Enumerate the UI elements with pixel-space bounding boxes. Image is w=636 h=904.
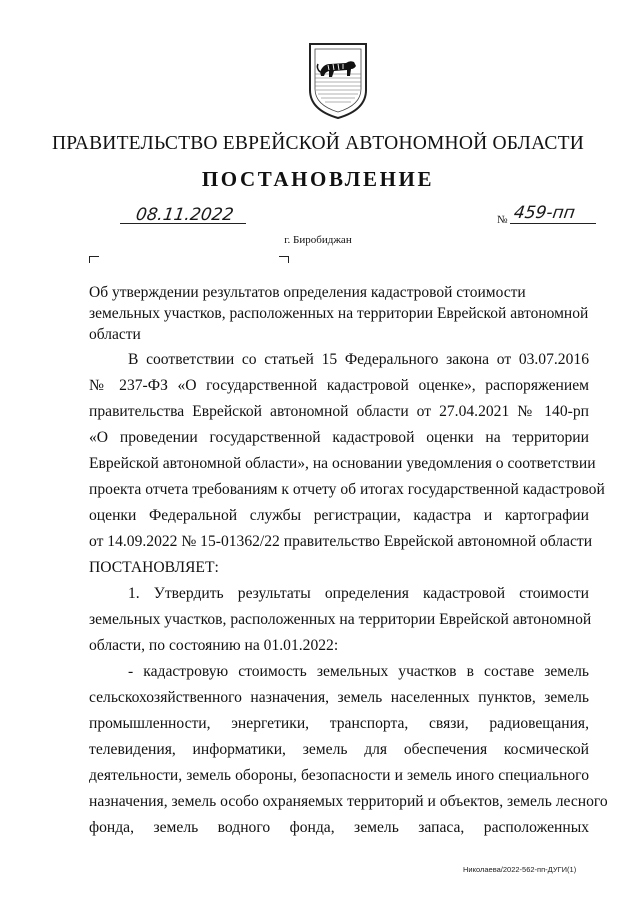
body-line: от 14.09.2022 № 15-01362/22 правительство Еврейской автономной области: [89, 533, 593, 550]
number-sign: №: [497, 214, 508, 226]
body-line: деятельности, земель обороны, безопасности и земель иного специального: [89, 767, 589, 784]
body-line: земельных участков, расположенных на территории Еврейской автономной: [89, 611, 592, 628]
body-line: назначения, земель особо охраняемых территорий и объектов, земель лесного: [89, 793, 608, 810]
body-line: фонда, земель водного фонда, земель запаса, расположенных: [89, 819, 589, 836]
body-line: - кадастровую стоимость земельных участков в составе земель: [128, 663, 589, 680]
body-line: телевидения, информатики, земель для обеспечения космической: [89, 741, 589, 758]
body-line: Еврейской автономной области», на основании уведомления о соответствии: [89, 455, 596, 472]
footer-reference: Николаева/2022-562-пп-ДУГИ(1): [463, 865, 577, 874]
coat-of-arms-emblem: [298, 40, 378, 120]
body-line: оценки Федеральной службы регистрации, кадастра и картографии: [89, 507, 589, 524]
document-date: 08.11.2022: [134, 205, 235, 225]
number-underline: [510, 223, 596, 224]
body-line: области, по состоянию на 01.01.2022:: [89, 637, 339, 654]
body-line: В соответствии со статьей 15 Федерального закона от 03.07.2016: [128, 351, 589, 368]
left-corner-mark: [89, 256, 99, 263]
document-type: ПОСТАНОВЛЕНИЕ: [201, 167, 435, 191]
body-line: проекта отчета требованиям к отчету об итогах государственной кадастровой: [89, 481, 605, 498]
body-line: промышленности, энергетики, транспорта, связи, радиовещания,: [89, 715, 589, 732]
body-line: ПОСТАНОВЛЯЕТ:: [89, 559, 219, 576]
body-line: «О проведении государственной кадастровой оценки на территории: [89, 429, 589, 446]
right-corner-mark: [279, 256, 289, 263]
city-name: г. Биробиджан: [284, 234, 352, 246]
organization-title: ПРАВИТЕЛЬСТВО ЕВРЕЙСКОЙ АВТОНОМНОЙ ОБЛАСТИ: [51, 133, 585, 154]
document-subject: Об утверждении результатов определения кадастровой стоимости земельных участков, расположенных на территории Еврейской автономной области: [89, 284, 589, 343]
body-line: сельскохозяйственного назначения, земель населенных пунктов, земель: [89, 689, 589, 706]
body-line: 1. Утвердить результаты определения кадастровой стоимости: [128, 585, 589, 602]
body-line: правительства Еврейской автономной области от 27.04.2021 № 140-рп: [89, 403, 589, 420]
document-number: 459-пп: [512, 203, 577, 223]
body-line: № 237-ФЗ «О государственной кадастровой оценке», распоряжением: [89, 377, 589, 394]
